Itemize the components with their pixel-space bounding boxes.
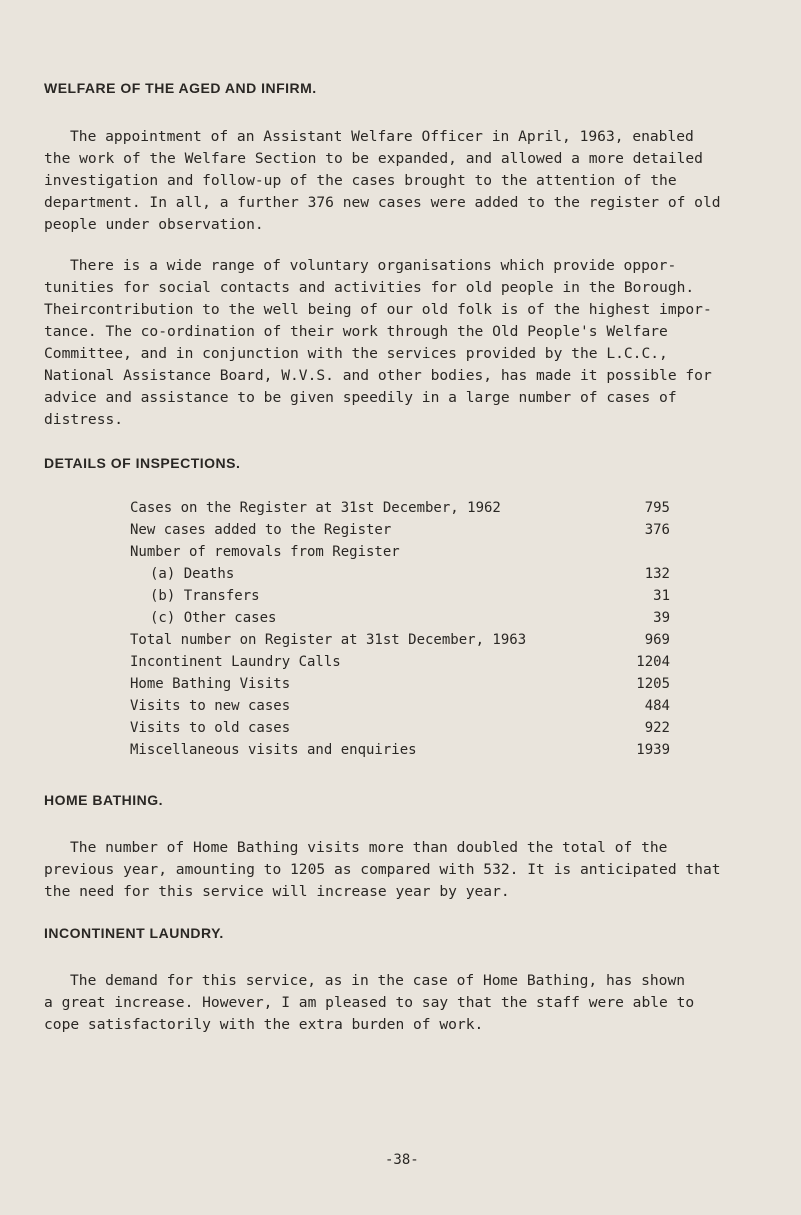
row-value: 376	[644, 522, 670, 538]
table-row	[130, 585, 670, 607]
welfare-paragraph-1	[44, 126, 760, 236]
row-value: 969	[644, 632, 670, 648]
text-line: investigation and follow-up of the cases brought to the attention of the	[44, 172, 677, 189]
text-line: tance. The co-ordination of their work through the Old People's Welfare	[44, 323, 668, 340]
row-value: 795	[644, 500, 670, 516]
row-value: 484	[644, 698, 670, 714]
text-line: National Assistance Board, W.V.S. and other bodies, has made it possible for	[44, 367, 712, 384]
text-line: a great increase. However, I am pleased to say that the staff were able to	[44, 994, 695, 1011]
row-value: 922	[644, 720, 670, 736]
row-value: 132	[644, 566, 670, 582]
home-bathing-heading: HOME BATHING.	[44, 792, 164, 808]
text-line: department. In all, a further 376 new cases were added to the register of old	[44, 194, 721, 211]
table-row	[130, 629, 670, 651]
table-row	[130, 497, 670, 519]
laundry-paragraph	[44, 970, 760, 1036]
table-row	[130, 563, 670, 585]
text-line: Committee, and in conjunction with the services provided by the L.C.C.,	[44, 345, 668, 362]
table-row	[130, 519, 670, 541]
row-value: 39	[653, 610, 670, 626]
row-label: Visits to new cases	[130, 698, 291, 714]
row-label: Number of removals from Register	[130, 544, 400, 560]
row-label: (b) Transfers	[150, 588, 260, 604]
row-label: (a) Deaths	[150, 566, 235, 582]
text-line: The number of Home Bathing visits more than doubled the total of the	[70, 839, 668, 856]
table-row	[130, 673, 670, 695]
row-label: Cases on the Register at 31st December, 1962	[130, 500, 501, 516]
row-label: Miscellaneous visits and enquiries	[130, 742, 417, 758]
row-label: New cases added to the Register	[130, 522, 392, 538]
row-label: Visits to old cases	[130, 720, 291, 736]
text-line: previous year, amounting to 1205 as compared with 532. It is anticipated that	[44, 861, 721, 878]
welfare-heading: WELFARE OF THE AGED AND INFIRM.	[44, 80, 317, 96]
inspections-heading: DETAILS OF INSPECTIONS.	[44, 455, 241, 471]
page-number: -38-	[385, 1152, 419, 1168]
table-row	[130, 541, 670, 563]
text-line: people under observation.	[44, 216, 264, 233]
table-row	[130, 695, 670, 717]
table-row	[130, 607, 670, 629]
row-value	[610, 541, 670, 563]
table-row	[130, 651, 670, 673]
text-line: The demand for this service, as in the case of Home Bathing, has shown	[70, 972, 686, 989]
text-line: the need for this service will increase year by year.	[44, 883, 510, 900]
text-line: the work of the Welfare Section to be expanded, and allowed a more detailed	[44, 150, 703, 167]
home-bathing-paragraph	[44, 837, 760, 903]
text-line: advice and assistance to be given speedily in a large number of cases of	[44, 389, 677, 406]
row-label: (c) Other cases	[150, 610, 277, 626]
row-value: 1204	[636, 654, 670, 670]
table-row	[130, 717, 670, 739]
row-label: Total number on Register at 31st December, 1963	[130, 632, 527, 648]
row-value: 1205	[636, 676, 670, 692]
text-line: There is a wide range of voluntary organisations which provide oppor-	[70, 257, 677, 274]
row-label: Home Bathing Visits	[130, 676, 291, 692]
laundry-heading: INCONTINENT LAUNDRY.	[44, 925, 224, 941]
row-value: 1939	[636, 742, 670, 758]
text-line: Theircontribution to the well being of our old folk is of the highest impor-	[44, 301, 712, 318]
text-line: distress.	[44, 411, 124, 428]
row-label: Incontinent Laundry Calls	[130, 654, 341, 670]
row-value: 31	[653, 588, 670, 604]
text-line: The appointment of an Assistant Welfare Officer in April, 1963, enabled	[70, 128, 694, 145]
text-line: tunities for social contacts and activities for old people in the Borough.	[44, 279, 695, 296]
table-row	[130, 739, 670, 761]
inspections-table	[130, 497, 670, 761]
welfare-paragraph-2	[44, 255, 760, 431]
text-line: cope satisfactorily with the extra burden of work.	[44, 1016, 484, 1033]
